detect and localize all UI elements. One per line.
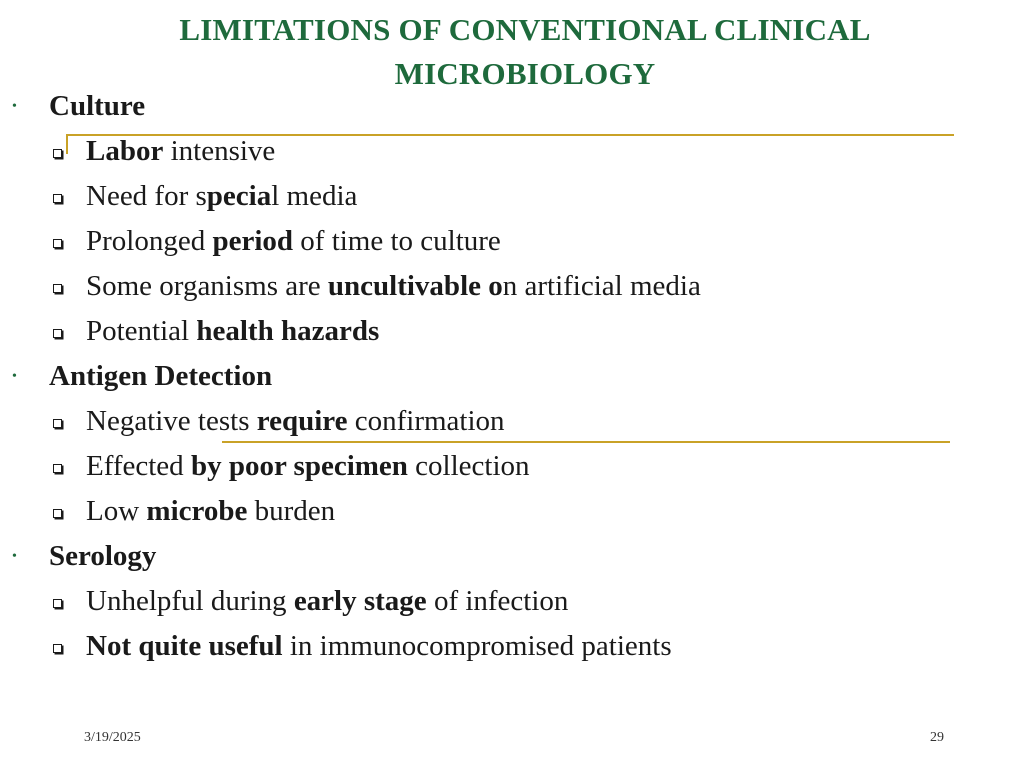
- item-text: collection: [407, 450, 530, 482]
- item-text-bold: Labor: [86, 135, 164, 167]
- checkbox-bullet-icon: [53, 599, 62, 608]
- item-text: intensive: [163, 135, 276, 167]
- item-text-bold: require: [256, 405, 348, 437]
- item-text-bold: by poor specimen: [190, 450, 408, 482]
- item-text-bold: health hazards: [196, 315, 380, 347]
- section-culture: [0, 84, 1024, 354]
- item-text-bold: microbe: [146, 495, 248, 527]
- checkbox-bullet-icon: [53, 464, 62, 473]
- slide-title-line-1: LIMITATIONS OF CONVENTIONAL CLINICAL: [179, 12, 871, 47]
- checkbox-bullet-icon: [53, 644, 62, 653]
- page-number: 29: [930, 730, 944, 745]
- checkbox-bullet-icon: [53, 194, 62, 203]
- checkbox-bullet-icon: [53, 284, 62, 293]
- item-text: l media: [271, 180, 358, 212]
- item-text: burden: [247, 495, 336, 527]
- item-text-bold: uncultivable o: [327, 270, 503, 302]
- checkbox-bullet-icon: [53, 329, 62, 338]
- checkbox-bullet-icon: [53, 419, 62, 428]
- item-text: Need for s: [86, 180, 207, 212]
- list-item: [0, 174, 1024, 219]
- list-item: [0, 219, 1024, 264]
- slide-title-line-2: MICROBIOLOGY: [394, 56, 656, 91]
- item-text: n artificial media: [502, 270, 701, 302]
- section-heading: [0, 354, 1024, 399]
- list-item: [0, 579, 1024, 624]
- list-item: [0, 264, 1024, 309]
- item-text: Some organisms are: [86, 270, 328, 302]
- list-item: [0, 444, 1024, 489]
- list-item: [0, 489, 1024, 534]
- item-text: Low: [86, 495, 147, 527]
- checkbox-bullet-icon: [53, 509, 62, 518]
- item-text: Negative tests: [86, 405, 257, 437]
- item-text-bold: Not quite useful: [86, 630, 283, 662]
- section-antigen-detection: [0, 354, 1024, 534]
- list-item: [0, 129, 1024, 174]
- footer-date: 3/19/2025: [84, 730, 141, 745]
- item-text: Unhelpful during: [86, 585, 294, 617]
- item-text-bold: early stage: [293, 585, 427, 617]
- item-text: Potential: [86, 315, 197, 347]
- checkbox-bullet-icon: [53, 239, 62, 248]
- list-item: [0, 399, 1024, 444]
- section-heading-text: Serology: [49, 540, 157, 572]
- list-item: [0, 624, 1024, 669]
- item-text: confirmation: [347, 405, 505, 437]
- item-text: of time to culture: [293, 225, 501, 257]
- bullet-dot-icon: •: [12, 549, 17, 564]
- item-text-bold: pecia: [206, 180, 272, 212]
- item-text: Effected: [86, 450, 191, 482]
- checkbox-bullet-icon: [53, 149, 62, 158]
- section-heading-text: Antigen Detection: [49, 360, 273, 392]
- list-item: [0, 309, 1024, 354]
- slide-body: [0, 84, 1024, 669]
- item-text: in immunocompromised patients: [282, 630, 672, 662]
- section-serology: [0, 534, 1024, 669]
- section-heading: [0, 534, 1024, 579]
- bullet-dot-icon: •: [12, 369, 17, 384]
- slide-title: [60, 8, 990, 96]
- section-heading: [0, 84, 1024, 129]
- bullet-dot-icon: •: [12, 99, 17, 114]
- item-text: of infection: [426, 585, 569, 617]
- item-text: Prolonged: [86, 225, 213, 257]
- section-heading-text: Culture: [49, 90, 146, 122]
- item-text-bold: period: [212, 225, 294, 257]
